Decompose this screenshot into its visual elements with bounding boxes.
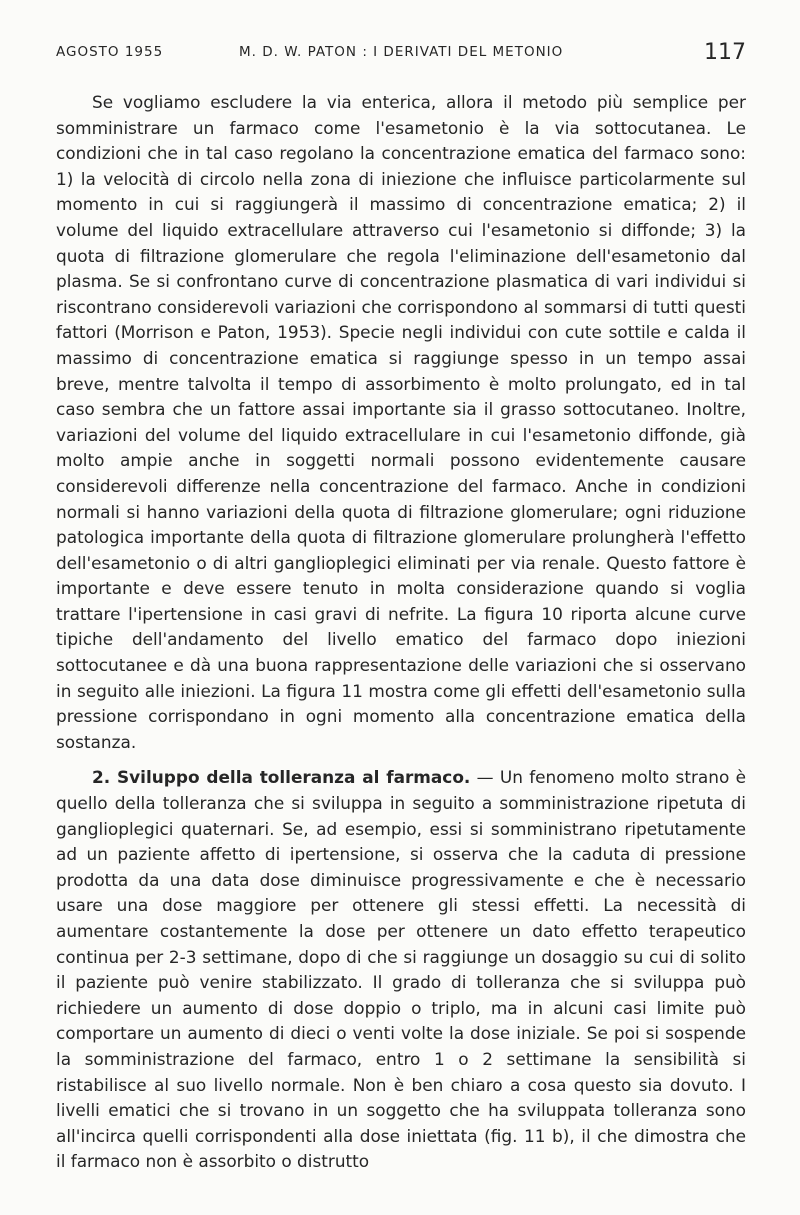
section-heading: 2. Sviluppo della tolleranza al farmaco.	[92, 767, 471, 788]
header-title: M. D. W. PATON : I DERIVATI DEL METONIO	[239, 44, 564, 60]
paragraph-2-text: — Un fenomeno molto strano è quello della tolleranza che si sviluppa in seguito a somministrazione ripetuta di ganglioplegici quaternari. Se, ad esempio, essi si somministrano ripetutamente ad un paziente affetto di ipertensione, si osserva che la caduta di pressione prodotta da una data dose diminuisce progressivamente e che è necessario usare una dose maggiore per ottenere gli stessi effetti. La necessità di aumentare costantemente la dose per ottenere un dato effetto terapeutico continua per 2-3 settimane, dopo di che si raggiunge un dosaggio su cui di solito il paziente può venire stabilizzato. Il grado di tolleranza che si sviluppa può richiedere un aumento di dose doppio o triplo, ma in alcuni casi limite può comportare un aumento di dieci o venti volte la dose iniziale. Se poi si sospende la somministrazione del farmaco, entro 1 o 2 settimane la sensibilità si ristabilisce al suo livello normale. Non è ben chiaro a cosa questo sia dovuto. I livelli ematici che si trovano in un soggetto che ha sviluppata tolleranza sono all'incirca quelli corrispondenti alla dose iniettata (fig. 11 b), il che dimostra che il farmaco non è assorbito o distrutto	[56, 767, 746, 1172]
header-date: AGOSTO 1955	[56, 44, 164, 60]
paragraph-2	[56, 765, 746, 1175]
article-body	[56, 90, 746, 1175]
running-header	[56, 40, 746, 70]
page-number: 117	[704, 40, 746, 65]
paragraph-1	[56, 90, 746, 755]
paragraph-1-text: Se vogliamo escludere la via enterica, allora il metodo più semplice per somministrare un farmaco come l'esametonio è la via sottocutanea. Le condizioni che in tal caso regolano la concentrazione ematica del farmaco sono: 1) la velocità di circolo nella zona di iniezione che influisce particolarmente sul momento in cui si raggiungerà il massimo di concentrazione ematica; 2) il volume del liquido extracellulare attraverso cui l'esametonio si diffonde; 3) la quota di filtrazione glomerulare che regola l'eliminazione dell'esametonio dal plasma. Se si confrontano curve di concentrazione plasmatica di vari individui si riscontrano considerevoli variazioni che corrispondono al sommarsi di tutti questi fattori (Morrison e Paton, 1953). Specie negli individui con cute sottile e calda il massimo di concentrazione ematica si raggiunge spesso in un tempo assai breve, mentre talvolta il tempo di assorbimento è molto prolungato, ed in tal caso sembra che un fattore assai importante sia il grasso sottocutaneo. Inoltre, variazioni del volume del liquido extracellulare in cui l'esametonio diffonde, già molto ampie anche in soggetti normali possono evidentemente causare considerevoli differenze nella concentrazione del farmaco. Anche in condizioni normali si hanno variazioni della quota di filtrazione glomerulare; ogni riduzione patologica importante della quota di filtrazione glomerulare prolungherà l'effetto dell'esametonio o di altri ganglioplegici eliminati per via renale. Questo fattore è importante e deve essere tenuto in molta considerazione quando si voglia trattare l'ipertensione in casi gravi di nefrite. La figura 10 riporta alcune curve tipiche dell'andamento del livello ematico del farmaco dopo iniezioni sottocutanee e dà una buona rappresentazione delle variazioni che si osservano in seguito alle iniezioni. La figura 11 mostra come gli effetti dell'esametonio sulla pressione corrispondano in ogni momento alla concentrazione ematica della sostanza.	[56, 92, 746, 752]
